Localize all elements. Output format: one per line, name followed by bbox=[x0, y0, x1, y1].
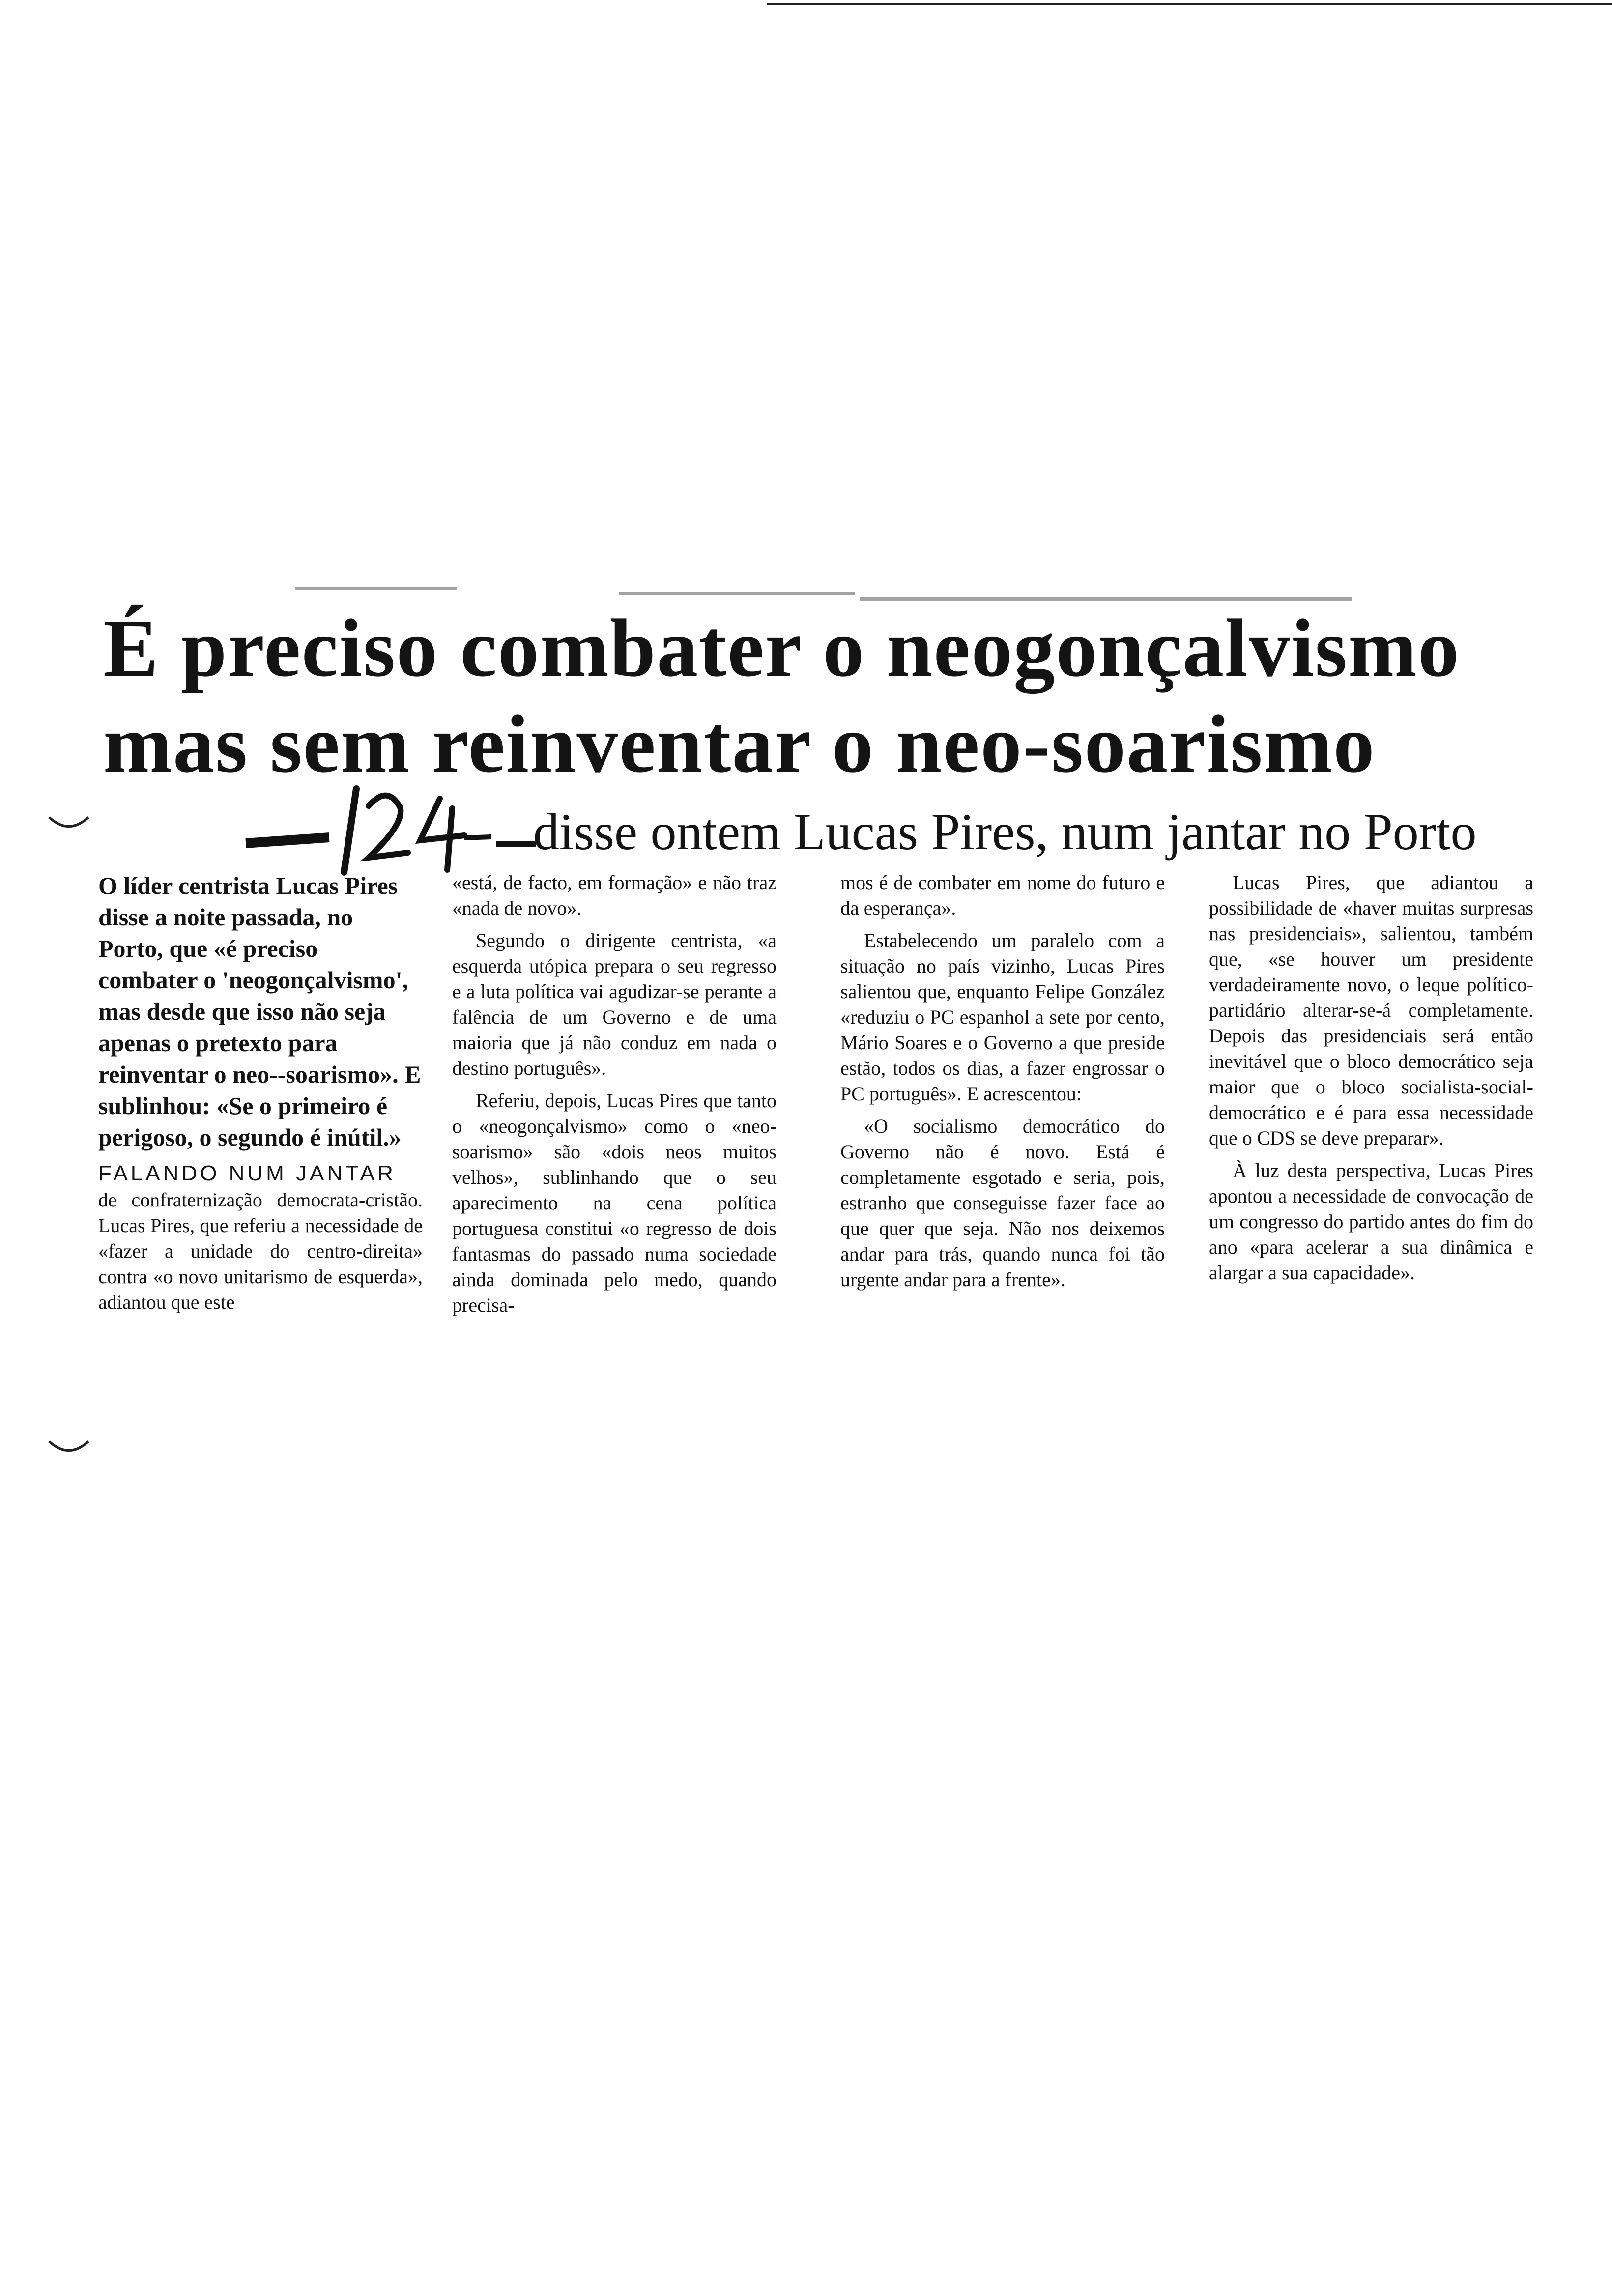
article-paragraph: Estabelecendo um paralelo com a situação no país vizinho, Lucas Pires salientou que, enquanto Felipe González «reduziu o PC espanhol a sete por cento, Mário Soares e o Governo a que preside estão, todos os dias, a fazer engrossar o PC português». E acrescentou: bbox=[840, 929, 1165, 1105]
scan-edge-line bbox=[767, 3, 1612, 5]
article-paragraph: Lucas Pires, que adiantou a possibilidade de «haver muitas surpresas nas presidenciais», salientou, também que, «se houver um presidente verdadeiramente novo, o leque político-partidário alterar-se-á completamente. Depois das presidenciais será então inevitável que o bloco democrático seja maior que o bloco socialista-social-democrático e é para essa necessidade que o CDS se deve preparar». bbox=[1209, 871, 1533, 1149]
scan-noise bbox=[295, 587, 457, 590]
article-paragraph: À luz desta perspectiva, Lucas Pires apontou a necessidade de convocação de um congresso do partido antes do fim do ano «para acelerar a sua dinâmica e alargar a sua capacidade». bbox=[1209, 1159, 1533, 1284]
punch-hole-mark bbox=[47, 1437, 91, 1457]
handwritten-note-drawing bbox=[334, 779, 496, 877]
byline-dash bbox=[496, 841, 536, 847]
scan-noise bbox=[860, 597, 1352, 601]
handwritten-dash bbox=[246, 832, 330, 848]
article-paragraph: Segundo o dirigente centrista, «a esquerda utópica prepara o seu regresso e a luta política vai agudizar-se perante a falência de um Governo e de uma maioria que já não conduz em nada o destino português». bbox=[452, 929, 777, 1079]
article-column-3 bbox=[840, 870, 1165, 1299]
article-paragraph: «O socialismo democrático do Governo não é novo. Está é completamente esgotado e seria, pois, estranho que conseguisse fazer face ao que quer que seja. Não nos deixemos andar para trás, quando nunca foi tão urgente andar para a frente». bbox=[840, 1115, 1165, 1291]
headline-line-2: mas sem reinventar o neo-soarismo bbox=[103, 698, 1376, 790]
headline-line-1: É preciso combater o neogonçalvismo bbox=[103, 603, 1460, 694]
article-paragraph: de confraternização democrata-cristão. Lucas Pires, que referiu a necessidade de «fazer a unidade do centro-direita» contra «o novo unitarismo de esquerda», adiantou que este bbox=[98, 1189, 423, 1313]
article-column-1 bbox=[98, 870, 423, 1322]
byline: disse ontem Lucas Pires, num jantar no Porto bbox=[533, 803, 1477, 861]
punch-hole-mark bbox=[47, 813, 91, 833]
handwritten-note bbox=[334, 779, 496, 877]
article-lead: O líder centrista Lucas Pires disse a noite passada, no Porto, que «é preciso combater o 'neogonçalvismo', mas desde que isso não seja apenas o pretexto para reinventar o neo--soarismo». E sublinhou: «Se o primeiro é perigoso, o segundo é inútil.» bbox=[98, 872, 421, 1151]
article-paragraph: «está, de facto, em formação» e não traz «nada de novo». bbox=[452, 871, 777, 919]
article-column-2 bbox=[452, 870, 777, 1325]
article-paragraph: Referiu, depois, Lucas Pires que tanto o «neogonçalvismo» como o «neo-soarismo» são «dois neos muitos velhos», sublinhando que o seu aparecimento na cena política portuguesa constitui «o regresso de dois fantasmas do passado numa sociedade ainda dominada pelo medo, quando precisa- bbox=[452, 1090, 777, 1316]
article-paragraph: mos é de combater em nome do futuro e da esperança». bbox=[840, 871, 1165, 919]
scan-noise bbox=[619, 592, 855, 595]
subhead: FALANDO NUM JANTAR bbox=[98, 1161, 396, 1185]
article-column-4 bbox=[1209, 870, 1533, 1292]
